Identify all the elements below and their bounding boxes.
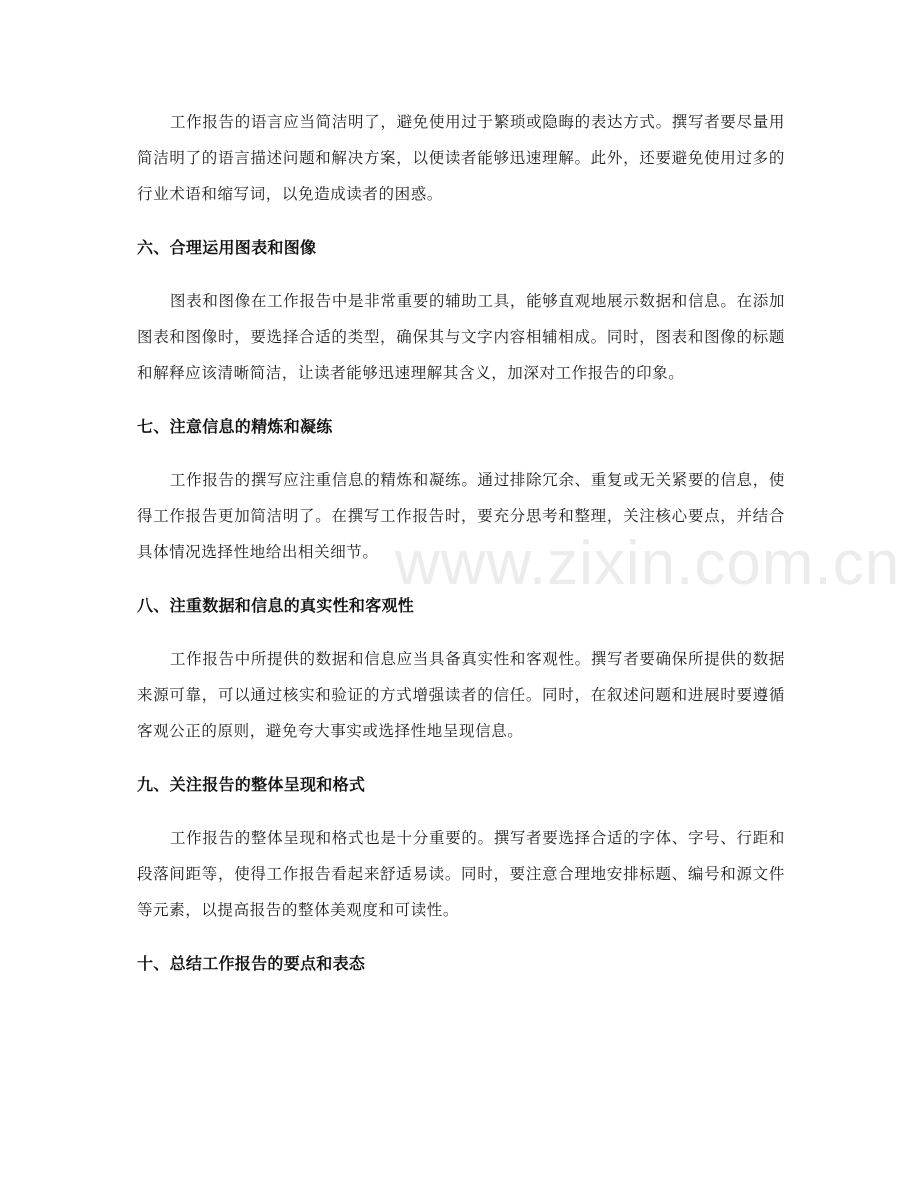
paragraph-charts: 图表和图像在工作报告中是非常重要的辅助工具，能够直观地展示数据和信息。在添加图表和图像时，要选择合适的类型，确保其与文字内容相辅相成。同时，图表和图像的标题和解释应该清晰简洁，让读者能够迅速理解其含义，加深对工作报告的印象。: [137, 292, 785, 382]
heading-section-8: 八、注重数据和信息的真实性和客观性: [137, 596, 415, 615]
heading-section-10: 十、总结工作报告的要点和表态: [137, 954, 366, 973]
paragraph-format: 工作报告的整体呈现和格式也是十分重要的。撰写者要选择合适的字体、字号、行距和段落间距等，使得工作报告看起来舒适易读。同时，要注意合理地安排标题、编号和源文件等元素，以提高报告的整体美观度和可读性。: [137, 829, 785, 919]
heading-section-6: 六、合理运用图表和图像: [137, 238, 317, 257]
paragraph-concise: 工作报告的撰写应注重信息的精炼和凝练。通过排除冗余、重复或无关紧要的信息，使得工作报告更加简洁明了。在撰写工作报告时，要充分思考和整理，关注核心要点，并结合具体情况选择性地给出相关细节。: [137, 471, 785, 561]
watermark-text: www.zixin.com.cn: [395, 529, 901, 598]
paragraph-authenticity: 工作报告中所提供的数据和信息应当具备真实性和客观性。撰写者要确保所提供的数据来源可靠，可以通过核实和验证的方式增强读者的信任。同时，在叙述问题和进展时要遵循客观公正的原则，避免夸大事实或选择性地呈现信息。: [137, 650, 785, 740]
heading-section-9: 九、关注报告的整体呈现和格式: [137, 775, 366, 794]
document-body: [137, 104, 785, 982]
paragraph-language: 工作报告的语言应当简洁明了，避免使用过于繁琐或隐晦的表达方式。撰写者要尽量用简洁明了的语言描述问题和解决方案，以便读者能够迅速理解。此外，还要避免使用过多的行业术语和缩写词，以免造成读者的困惑。: [137, 113, 785, 203]
heading-section-7: 七、注意信息的精炼和凝练: [137, 417, 333, 436]
